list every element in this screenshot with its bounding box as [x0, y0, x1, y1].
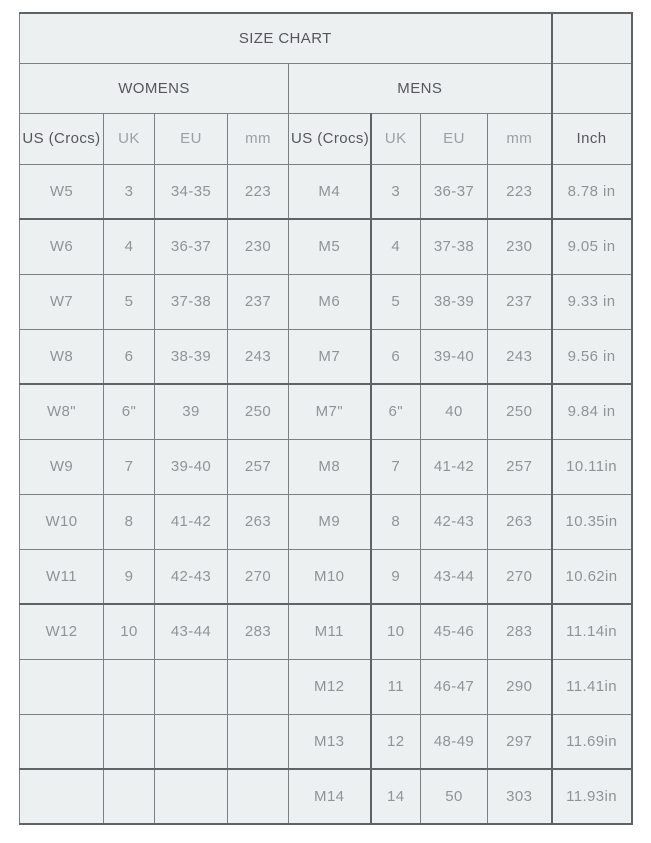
size-cell: 8 [104, 494, 155, 549]
size-cell: 36-37 [421, 164, 488, 219]
size-cell: 4 [371, 219, 421, 274]
size-cell: 10.62in [552, 549, 632, 604]
size-cell: 257 [488, 439, 552, 494]
table-row [20, 164, 632, 219]
size-cell: 7 [371, 439, 421, 494]
size-cell: W12 [20, 604, 104, 659]
size-cell: 297 [488, 714, 552, 769]
empty-cell [228, 714, 289, 769]
size-cell: 5 [371, 274, 421, 329]
size-cell: 36-37 [155, 219, 228, 274]
size-cell: 34-35 [155, 164, 228, 219]
size-cell: 9.84 in [552, 384, 632, 439]
size-cell: 10.11in [552, 439, 632, 494]
size-cell: M9 [289, 494, 371, 549]
size-cell: 11.14in [552, 604, 632, 659]
size-cell: 42-43 [421, 494, 488, 549]
size-cell: 230 [228, 219, 289, 274]
size-chart-body [20, 164, 632, 824]
size-cell: W7 [20, 274, 104, 329]
size-cell: M7 [289, 329, 371, 384]
col-header-inch: Inch [552, 113, 632, 164]
col-header-womens-us: US (Crocs) [20, 113, 104, 164]
size-cell: 3 [371, 164, 421, 219]
size-cell: 11.69in [552, 714, 632, 769]
size-cell: 11.93in [552, 769, 632, 824]
table-row [20, 549, 632, 604]
size-chart-table [19, 12, 633, 825]
size-cell: M8 [289, 439, 371, 494]
size-cell: W5 [20, 164, 104, 219]
size-cell: 8.78 in [552, 164, 632, 219]
size-cell: 9 [371, 549, 421, 604]
size-cell: M14 [289, 769, 371, 824]
col-header-mens-uk: UK [371, 113, 421, 164]
size-cell: W8 [20, 329, 104, 384]
size-cell: 43-44 [155, 604, 228, 659]
size-cell: 6 [371, 329, 421, 384]
size-cell: M10 [289, 549, 371, 604]
size-cell: 7 [104, 439, 155, 494]
size-cell: 263 [228, 494, 289, 549]
table-row [20, 604, 632, 659]
size-cell: 39 [155, 384, 228, 439]
womens-group-header: WOMENS [20, 63, 289, 113]
size-cell: M4 [289, 164, 371, 219]
size-cell: 237 [228, 274, 289, 329]
col-header-mens-mm: mm [488, 113, 552, 164]
size-cell: M7" [289, 384, 371, 439]
size-cell: 40 [421, 384, 488, 439]
size-cell: 9 [104, 549, 155, 604]
group-header-row [20, 63, 632, 113]
size-cell: 270 [228, 549, 289, 604]
empty-cell [104, 769, 155, 824]
size-cell: M13 [289, 714, 371, 769]
size-cell: 290 [488, 659, 552, 714]
size-cell: 9.33 in [552, 274, 632, 329]
table-row [20, 714, 632, 769]
size-cell: 9.56 in [552, 329, 632, 384]
empty-cell [155, 714, 228, 769]
size-cell: 12 [371, 714, 421, 769]
size-cell: 223 [488, 164, 552, 219]
col-header-womens-eu: EU [155, 113, 228, 164]
size-cell: 38-39 [155, 329, 228, 384]
size-cell: M12 [289, 659, 371, 714]
size-cell: 237 [488, 274, 552, 329]
size-cell: 37-38 [421, 219, 488, 274]
size-cell: 270 [488, 549, 552, 604]
size-cell: 48-49 [421, 714, 488, 769]
column-header-row [20, 113, 632, 164]
size-cell: 263 [488, 494, 552, 549]
size-cell: 257 [228, 439, 289, 494]
size-cell: 10 [104, 604, 155, 659]
size-cell: 10 [371, 604, 421, 659]
size-cell: 41-42 [421, 439, 488, 494]
empty-cell [228, 659, 289, 714]
col-header-womens-uk: UK [104, 113, 155, 164]
col-header-mens-eu: EU [421, 113, 488, 164]
size-cell: 11 [371, 659, 421, 714]
group-row-empty-cell [552, 63, 632, 113]
empty-cell [20, 714, 104, 769]
empty-cell [228, 769, 289, 824]
page-title: SIZE CHART [20, 13, 552, 63]
size-cell: 14 [371, 769, 421, 824]
table-row [20, 494, 632, 549]
size-cell: 9.05 in [552, 219, 632, 274]
size-cell: 243 [228, 329, 289, 384]
size-cell: 39-40 [421, 329, 488, 384]
size-cell: 303 [488, 769, 552, 824]
size-cell: 6 [104, 329, 155, 384]
size-cell: M11 [289, 604, 371, 659]
empty-cell [104, 659, 155, 714]
size-cell: 250 [488, 384, 552, 439]
empty-cell [155, 659, 228, 714]
size-cell: 10.35in [552, 494, 632, 549]
mens-group-header: MENS [289, 63, 552, 113]
empty-cell [20, 769, 104, 824]
size-cell: 42-43 [155, 549, 228, 604]
size-cell: 223 [228, 164, 289, 219]
size-cell: 230 [488, 219, 552, 274]
size-cell: 50 [421, 769, 488, 824]
size-cell: 283 [488, 604, 552, 659]
size-cell: 250 [228, 384, 289, 439]
size-cell: W11 [20, 549, 104, 604]
size-cell: 11.41in [552, 659, 632, 714]
size-cell: 243 [488, 329, 552, 384]
table-row [20, 329, 632, 384]
size-cell: 45-46 [421, 604, 488, 659]
size-cell: W9 [20, 439, 104, 494]
col-header-mens-us: US (Crocs) [289, 113, 371, 164]
size-cell: W6 [20, 219, 104, 274]
size-cell: 283 [228, 604, 289, 659]
size-cell: M6 [289, 274, 371, 329]
table-row [20, 769, 632, 824]
table-row [20, 384, 632, 439]
empty-cell [20, 659, 104, 714]
empty-cell [104, 714, 155, 769]
size-cell: W10 [20, 494, 104, 549]
size-cell: 37-38 [155, 274, 228, 329]
size-cell: 43-44 [421, 549, 488, 604]
table-row [20, 274, 632, 329]
table-row [20, 439, 632, 494]
size-cell: 46-47 [421, 659, 488, 714]
title-row-empty-cell [552, 13, 632, 63]
title-row [20, 13, 632, 63]
table-row [20, 219, 632, 274]
size-cell: 41-42 [155, 494, 228, 549]
empty-cell [155, 769, 228, 824]
size-cell: 5 [104, 274, 155, 329]
size-cell: 4 [104, 219, 155, 274]
size-cell: M5 [289, 219, 371, 274]
size-cell: W8" [20, 384, 104, 439]
size-cell: 39-40 [155, 439, 228, 494]
size-cell: 8 [371, 494, 421, 549]
size-cell: 38-39 [421, 274, 488, 329]
size-cell: 6" [371, 384, 421, 439]
size-cell: 3 [104, 164, 155, 219]
col-header-womens-mm: mm [228, 113, 289, 164]
table-row [20, 659, 632, 714]
size-cell: 6" [104, 384, 155, 439]
